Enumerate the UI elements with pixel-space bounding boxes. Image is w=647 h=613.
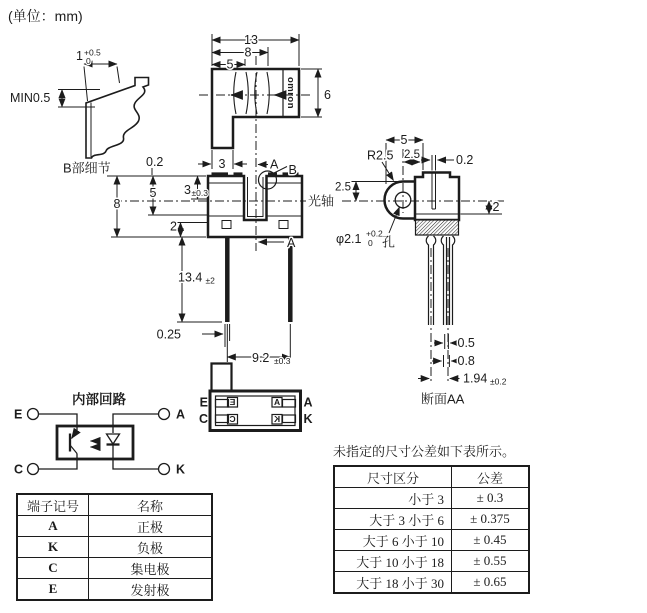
pad-letter-c: C <box>229 414 236 425</box>
side-view <box>342 140 504 384</box>
terminal-table-header-name: 名称 <box>89 494 213 516</box>
table-row <box>17 558 212 579</box>
front-dim-step: 0.2 <box>146 155 164 169</box>
table-row <box>17 579 212 601</box>
pad-letter-e: E <box>229 397 236 408</box>
table-row <box>334 551 529 572</box>
optical-axis-label: 光轴 <box>308 193 335 209</box>
terminal-table-header-symbol: 端子记号 <box>17 494 89 516</box>
side-dim-25-left: 2.5 <box>335 181 351 194</box>
b-detail-min-dim: MIN0.5 <box>10 91 51 105</box>
tolerance-table <box>333 465 530 594</box>
size-range: 大于 6 小于 10 <box>334 530 452 551</box>
side-dim-step: 0.2 <box>456 153 474 167</box>
front-dim-lead-length: 13.4 <box>178 270 203 285</box>
pad-letter-a: A <box>273 397 281 408</box>
b-detail-caption: B部细节 <box>63 160 111 176</box>
front-dim-lead-length-tol: ±2 <box>205 275 215 286</box>
terminal-symbol: C <box>17 558 89 579</box>
pad-letter-k: K <box>273 414 281 425</box>
front-dim-8: 8 <box>113 197 121 211</box>
front-dim-depth-tol: ±0.3 <box>191 188 208 198</box>
size-range: 小于 3 <box>334 488 452 509</box>
table-row <box>334 509 529 530</box>
circuit-terminal-e: E <box>14 407 23 422</box>
terminal-symbol: K <box>17 537 89 558</box>
bottom-label-e: E <box>199 395 208 410</box>
b-detail-width-tol-sub: 0 <box>86 56 91 66</box>
front-dim-pin-width: 0.25 <box>156 327 181 342</box>
table-row <box>17 516 212 537</box>
brand-logo: omron <box>285 76 296 110</box>
section-a-top-label: A <box>270 157 279 172</box>
table-row <box>334 572 529 594</box>
circuit-terminal-a: A <box>176 407 186 422</box>
side-dim-25-top: 2.5 <box>404 149 420 161</box>
side-dim-5: 5 <box>400 133 408 147</box>
side-hole-tol-sub: 0 <box>368 238 373 248</box>
section-aa-caption: 断面AA <box>421 391 465 407</box>
tolerance-value: ± 0.55 <box>452 551 530 572</box>
bottom-view <box>210 364 301 431</box>
b-detail-width-dim: 1 <box>76 49 83 63</box>
b-detail-width-tol-sup: +0.5 <box>84 47 101 58</box>
circuit-title: 内部回路 <box>72 392 126 407</box>
side-dim-05: 0.5 <box>457 336 475 350</box>
bottom-label-k: K <box>303 412 313 426</box>
terminal-name: 发射极 <box>89 579 213 601</box>
detail-b-label: B <box>288 163 297 177</box>
front-dim-pitch-tol: ±0.3 <box>274 356 291 366</box>
tolerance-value: ± 0.45 <box>452 530 530 551</box>
terminal-name: 集电极 <box>89 558 213 579</box>
size-range: 大于 10 小于 18 <box>334 551 452 572</box>
side-hole-suffix: 孔 <box>382 234 396 250</box>
side-dim-2: 2 <box>492 200 500 214</box>
side-dim-08: 0.8 <box>457 354 475 368</box>
size-range: 大于 3 小于 6 <box>334 509 452 530</box>
side-hole-tol-sup: +0.2 <box>366 228 383 239</box>
tolerance-note: 未指定的尺寸公差如下表所示。 <box>333 444 516 459</box>
tolerance-value: ± 0.375 <box>452 509 530 530</box>
size-range: 大于 18 小于 30 <box>334 572 452 594</box>
top-dim-5: 5 <box>226 57 234 72</box>
terminal-symbol: E <box>17 579 89 601</box>
front-dim-5: 5 <box>149 186 157 200</box>
side-hole-dim: φ2.1 <box>336 232 362 246</box>
internal-circuit <box>28 409 170 475</box>
side-dim-radius: R2.5 <box>367 148 394 163</box>
top-dim-8: 8 <box>244 45 252 60</box>
tolerance-value: ± 0.3 <box>452 488 530 509</box>
top-dim-3: 3 <box>218 157 226 171</box>
section-a-bottom-label: A <box>287 236 296 250</box>
front-dim-depth: 3 <box>184 183 191 197</box>
tolerance-value: ± 0.65 <box>452 572 530 594</box>
tolerance-table-header-tol: 公差 <box>452 466 530 488</box>
terminal-symbol: A <box>17 516 89 537</box>
terminal-name: 负极 <box>89 537 213 558</box>
top-dim-13: 13 <box>244 33 258 47</box>
bottom-label-a: A <box>303 395 313 410</box>
side-dim-194: 1.94 <box>463 371 488 386</box>
terminal-name: 正极 <box>89 516 213 537</box>
circuit-terminal-c: C <box>14 462 24 477</box>
top-view <box>198 34 322 251</box>
front-dim-2: 2 <box>170 219 177 234</box>
table-row <box>334 466 529 488</box>
table-row <box>17 537 212 558</box>
table-row <box>17 494 212 516</box>
table-row <box>334 488 529 509</box>
tolerance-table-header-range: 尺寸区分 <box>334 466 452 488</box>
bottom-label-c: C <box>198 412 208 426</box>
circuit-terminal-k: K <box>176 462 186 477</box>
top-dim-6: 6 <box>324 88 331 102</box>
b-detail-view <box>58 64 149 158</box>
terminal-table <box>16 493 213 601</box>
table-row <box>334 530 529 551</box>
front-dim-pitch: 9.2 <box>252 351 270 365</box>
side-dim-194-tol: ±0.2 <box>490 376 507 387</box>
unit-label: (单位：mm) <box>8 8 83 24</box>
